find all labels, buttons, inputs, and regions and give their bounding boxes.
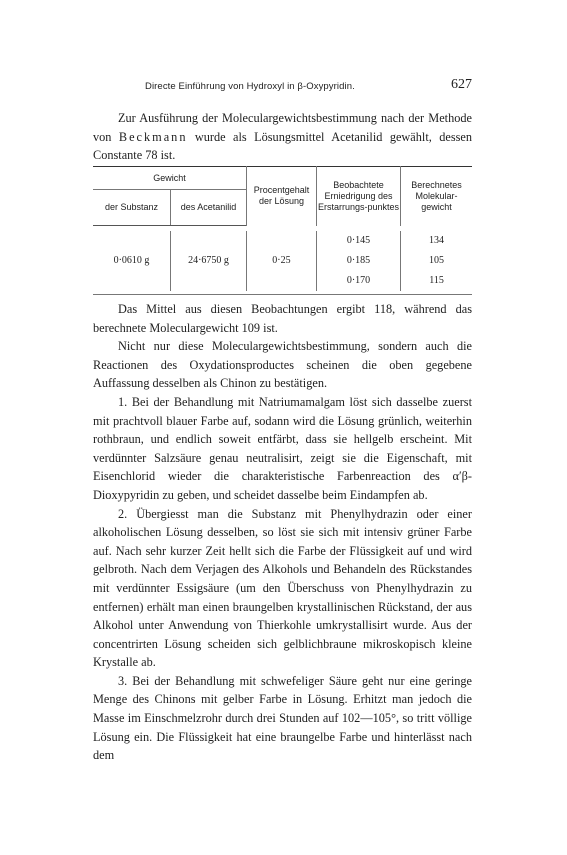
col-header-depression: Beobachtete Erniedrigung des Erstarrungs-punktes — [316, 167, 400, 226]
col-header-molweight: Berechnetes Molekular-gewicht — [401, 167, 472, 226]
cell-molweight: 134 — [401, 231, 472, 251]
col-header-percent: Procentgehalt der Lösung — [247, 167, 317, 226]
paragraph: 2. Übergiesst man die Substanz mit Phenylhydrazin oder einer alkoholischen Lösung desselben, so löst sie sich mit intensiv grüner Farbe auf. Nach sehr kurzer Zeit hellt sich die Farbe der Flüssigkeit auf und wird gelbroth. Nach dem Verjagen des Alkohols und Behandeln des Rückstandes mit verdünnter Essigsäure (um den Überschuss von Phenylhydrazin zu entfernen) erhält man einen braungelben krystallinischen Rückstand, der aus Alkohol unter Anwendung von Thierkohle umkrystallisirt wurde. Aus der concentrirten Lösung scheiden sich gelblichbraune mikroskopisch kleine Krystalle ab. — [93, 506, 472, 670]
intro-paragraph — [93, 109, 472, 165]
cell-molweight: 105 — [401, 251, 472, 271]
paragraph: 3. Bei der Behandlung mit schwefeliger Säure geht nur eine geringe Menge des Chinons mit gelber Farbe in Lösung. Erhitzt man jedoch die Masse im Einschmelzrohr durch drei Stunden auf 102—105°, so tritt völlige Lösung ein. Die Flüssigkeit hat eine braungelbe Farbe und hinterlässt nach dem — [93, 673, 472, 763]
body-text — [93, 300, 472, 765]
molecular-weight-table — [93, 166, 472, 295]
col-header-substance: der Substanz — [93, 190, 171, 226]
running-header — [93, 77, 472, 97]
paragraph: 1. Bei der Behandlung mit Natriumamalgam löst sich dasselbe zuerst mit prachtvoll blauer Farbe auf, sodann wird die Lösung grünlich, weiterhin rothbraun, und endlich soweit entfärbt, dass sie hellgelb erscheint. Mit verdünnter Salzsäure genau neutralisirt, zeigt sie die Eigenschaft, mit Eisenchlorid wieder die charakteristische Farbenreaction des α′β-Dioxypyridin zu geben, und scheidet dasselbe beim Eindampfen ab. — [93, 394, 472, 502]
cell-molweight: 115 — [401, 271, 472, 291]
page-number: 627 — [451, 77, 472, 92]
author-name: Beckmann — [118, 129, 188, 144]
cell-depression: 0·145 — [316, 231, 400, 251]
cell-acetanilid: 24·6750 g — [171, 231, 247, 291]
cell-substance: 0·0610 g — [113, 255, 150, 266]
intro-text-post: wurde als Lösungsmittel Acetanilid gewählt, dessen Constante 78 ist. — [93, 129, 473, 163]
paragraph: Nicht nur diese Moleculargewichtsbestimmung, sondern auch die Reactionen des Oxydationsproductes scheinen die oben gegebene Auffassung desselben als Chinon zu bestätigen. — [93, 339, 472, 391]
cell-depression: 0·170 — [316, 271, 400, 291]
col-header-acetanilid: des Acetanilid — [171, 190, 247, 226]
cell-depression: 0·185 — [316, 251, 400, 271]
running-title: Directe Einführung von Hydroxyl in β-Oxypyridin. — [145, 81, 355, 92]
intro-text-pre: Zur Ausführung der Moleculargewichtsbestimmung nach der Methode von — [93, 111, 472, 144]
paragraph: Das Mittel aus diesen Beobachtungen ergibt 118, während das berechnete Moleculargewicht 109 ist. — [93, 302, 472, 335]
cell-percent: 0·25 — [247, 231, 317, 291]
group-header-weight: Gewicht — [153, 172, 186, 183]
